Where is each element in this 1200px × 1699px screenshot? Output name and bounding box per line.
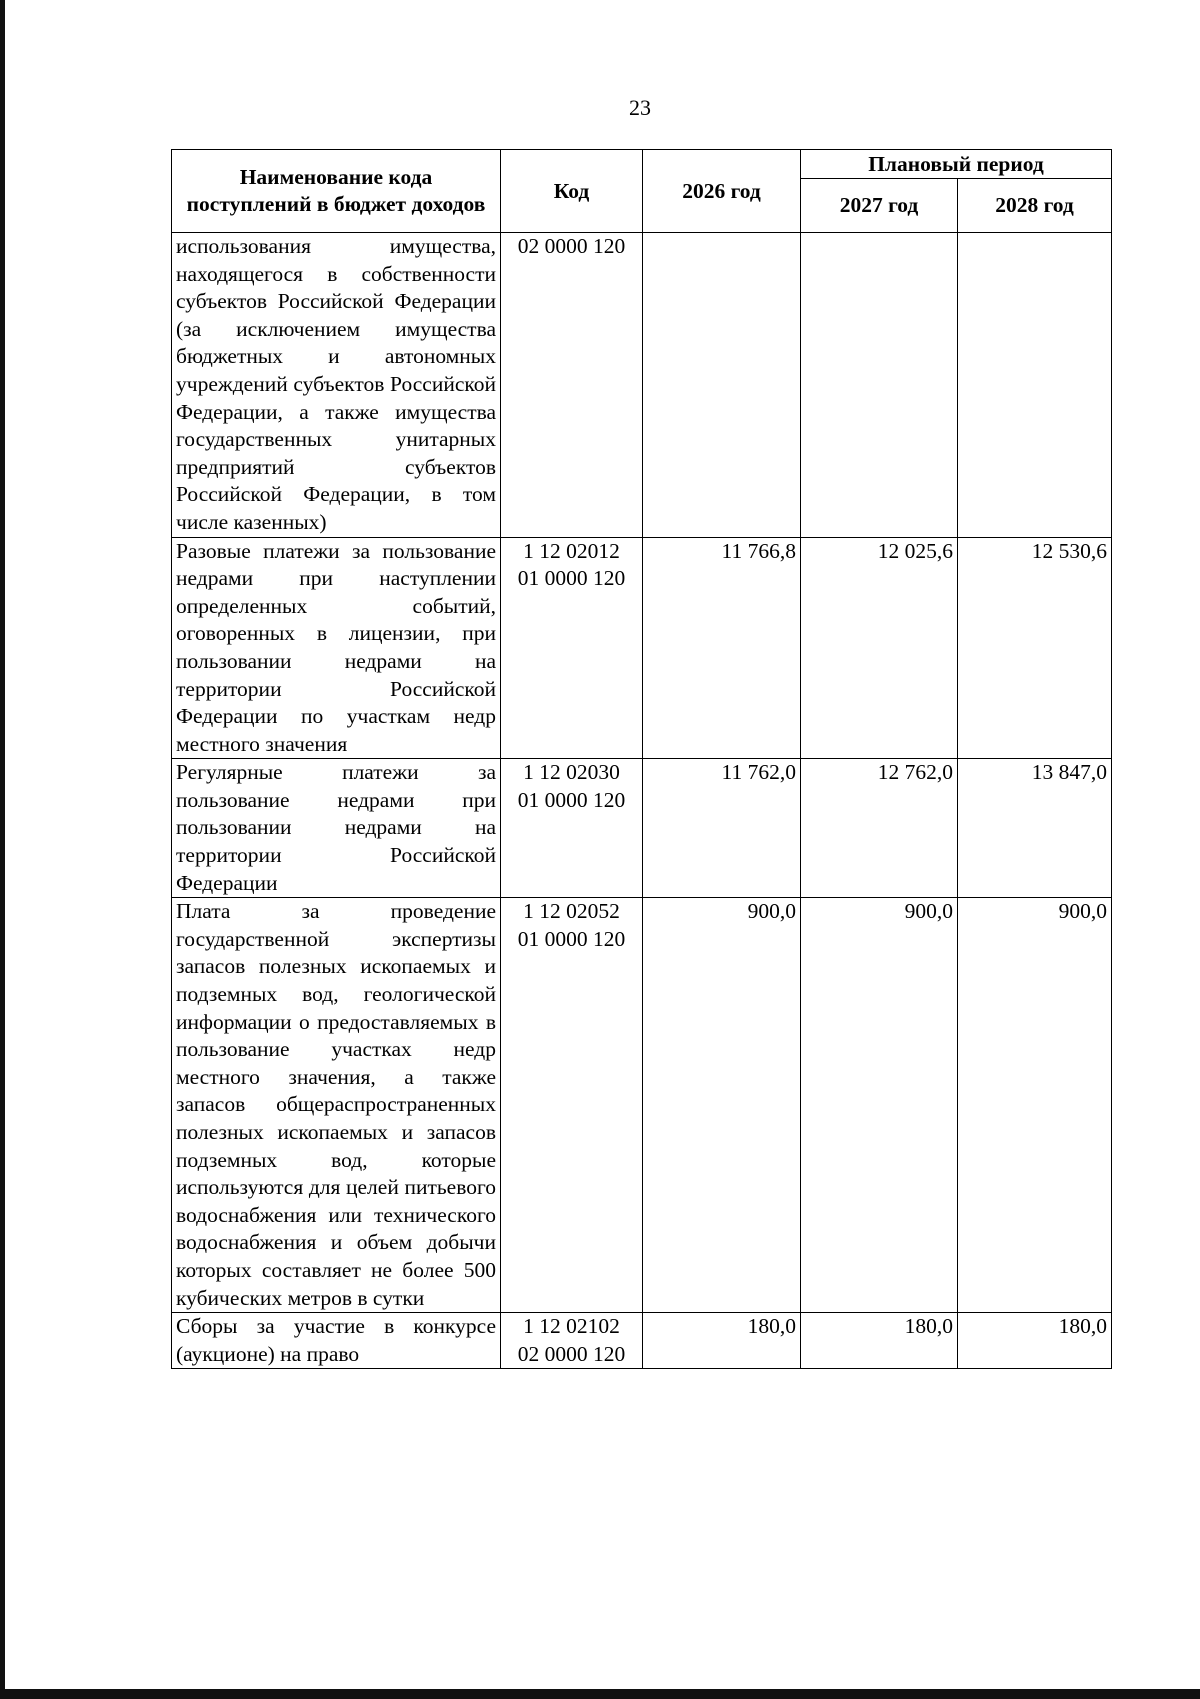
value-2026-cell: 900,0 bbox=[643, 898, 801, 1313]
value-2028-cell: 900,0 bbox=[958, 898, 1112, 1313]
revenue-code-cell bbox=[501, 537, 643, 759]
table-row bbox=[172, 1313, 1112, 1369]
revenue-name-cell: Плата за проведение государственной экспертизы запасов полезных ископаемых и подземных вод, геологической информации о предоставляемых в пользование участках недр местного значения, а также запасов общераспространенных полезных ископаемых и запасов подземных вод, которые используются для целей питьевого водоснабжения или технического водоснабжения и объем добычи которых составляет не более 500 кубических метров в сутки bbox=[172, 898, 501, 1313]
code-line-1: 1 12 02030 bbox=[523, 760, 620, 785]
code-line-1: 02 0000 120 bbox=[517, 234, 626, 258]
value-2028-cell: 12 530,6 bbox=[958, 537, 1112, 759]
code-line-2: 02 0000 120 bbox=[517, 1341, 626, 1366]
revenue-name-cell: Разовые платежи за пользование недрами при наступлении определенных событий, оговоренных в лицензии, при пользовании недрами на территории Российской Федерации по участкам недр местного значения bbox=[172, 537, 501, 759]
header-2026: 2026 год bbox=[643, 150, 801, 233]
scan-bottom-edge bbox=[0, 1689, 1200, 1699]
table-row bbox=[172, 759, 1112, 898]
table-row bbox=[172, 233, 1112, 538]
code-line-1: 1 12 02052 bbox=[523, 899, 620, 924]
value-2026-cell: 11 766,8 bbox=[643, 537, 801, 759]
revenue-name-cell: Сборы за участие в конкурсе (аукционе) на право bbox=[172, 1313, 501, 1369]
value-2026-cell: 180,0 bbox=[643, 1313, 801, 1369]
code-line-2: 01 0000 120 bbox=[517, 926, 626, 951]
value-2027-cell: 180,0 bbox=[801, 1313, 958, 1369]
scan-left-edge bbox=[0, 0, 5, 1699]
value-2028-cell bbox=[958, 233, 1112, 538]
header-2028: 2028 год bbox=[958, 179, 1112, 233]
value-2026-cell bbox=[643, 233, 801, 538]
header-2027: 2027 год bbox=[801, 179, 958, 233]
value-2026-cell: 11 762,0 bbox=[643, 759, 801, 898]
value-2027-cell: 900,0 bbox=[801, 898, 958, 1313]
header-code: Код bbox=[501, 150, 643, 233]
table-row bbox=[172, 537, 1112, 759]
revenue-code-cell bbox=[501, 759, 643, 898]
page-number: 23 bbox=[629, 95, 651, 120]
header-name: Наименование кода поступлений в бюджет доходов bbox=[172, 150, 501, 233]
budget-revenue-table bbox=[171, 149, 1112, 1369]
revenue-code-cell bbox=[501, 233, 643, 538]
code-line-1: 1 12 02102 bbox=[523, 1314, 620, 1339]
code-line-2: 01 0000 120 bbox=[517, 787, 626, 812]
revenue-code-cell bbox=[501, 1313, 643, 1369]
table-row bbox=[172, 898, 1112, 1313]
header-planned-period: Плановый период bbox=[801, 150, 1112, 179]
value-2027-cell: 12 025,6 bbox=[801, 537, 958, 759]
revenue-name-cell: Регулярные платежи за пользование недрами при пользовании недрами на территории Российской Федерации bbox=[172, 759, 501, 898]
revenue-name-cell: использования имущества, находящегося в собственности субъектов Российской Федерации (за исключением имущества бюджетных и автономных учреждений субъектов Российской Федерации, а также имущества государственных унитарных предприятий субъектов Российской Федерации, в том числе казенных) bbox=[172, 233, 501, 538]
value-2027-cell: 12 762,0 bbox=[801, 759, 958, 898]
value-2027-cell bbox=[801, 233, 958, 538]
code-line-2: 01 0000 120 bbox=[517, 566, 626, 591]
code-line-1: 1 12 02012 bbox=[523, 538, 620, 563]
value-2028-cell: 180,0 bbox=[958, 1313, 1112, 1369]
value-2028-cell: 13 847,0 bbox=[958, 759, 1112, 898]
revenue-code-cell bbox=[501, 898, 643, 1313]
